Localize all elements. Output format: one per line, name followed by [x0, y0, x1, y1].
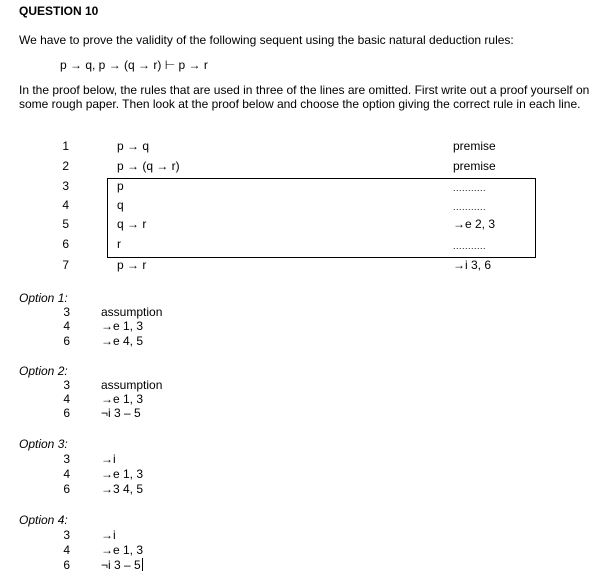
- line-formula: r: [117, 237, 121, 251]
- option-row-num: 6: [63, 558, 70, 572]
- option-row-rule: ¬i 3 – 5: [101, 406, 141, 420]
- line-number: 3: [62, 179, 69, 193]
- line-formula: p → r: [117, 258, 147, 272]
- option-row-rule: →e 1, 3: [101, 467, 144, 481]
- line-rule: premise: [453, 159, 496, 173]
- line-formula: q: [117, 198, 124, 212]
- line-number: 4: [62, 198, 69, 212]
- line-number: 7: [62, 258, 69, 272]
- line-formula: p → (q → r): [117, 159, 180, 173]
- line-formula: p → q: [117, 139, 150, 153]
- option-row-rule: →3 4, 5: [101, 482, 144, 496]
- option-row-num: 6: [63, 406, 70, 420]
- option-row-num: 3: [63, 378, 70, 392]
- option-row-rule-text: ¬i 3 – 5: [101, 558, 141, 572]
- option-row-rule: assumption: [101, 305, 163, 319]
- line-rule: →i 3, 6: [453, 258, 492, 272]
- option-row-rule: →e 1, 3: [101, 319, 144, 333]
- line-rule-placeholder: ...........: [453, 183, 487, 193]
- option-row-num: 4: [63, 392, 70, 406]
- option-row-rule: →e 1, 3: [101, 543, 144, 557]
- question-intro: We have to prove the validity of the following sequent using the basic natural deduction rules:: [19, 33, 514, 47]
- text-cursor: [142, 558, 143, 571]
- option-row-num: 6: [63, 334, 70, 348]
- option-row-num: 4: [63, 543, 70, 557]
- line-number: 2: [62, 159, 69, 173]
- line-rule: premise: [453, 139, 496, 153]
- line-rule-placeholder: ...........: [453, 202, 487, 212]
- line-rule-placeholder: ...........: [453, 241, 487, 251]
- option-row-rule-editing[interactable]: [101, 558, 143, 572]
- line-number: 1: [62, 139, 69, 153]
- option-label: Option 3:: [19, 437, 68, 451]
- option-row-rule: →i: [101, 528, 116, 542]
- option-row-num: 3: [63, 305, 70, 319]
- option-row-rule: →e 4, 5: [101, 334, 144, 348]
- line-number: 6: [62, 237, 69, 251]
- question-title: QUESTION 10: [19, 4, 99, 18]
- line-number: 5: [62, 217, 69, 231]
- option-label: Option 2:: [19, 364, 68, 378]
- option-label: Option 1:: [19, 291, 68, 305]
- line-formula: q → r: [117, 217, 147, 231]
- sequent: p → q, p → (q → r) ⊢ p → r: [60, 58, 208, 72]
- instructions: In the proof below, the rules that are used in three of the lines are omitted. First write out a proof yourself on some rough paper. Then look at the proof below and choose the option giving the correct rule in each line.: [19, 83, 590, 111]
- line-formula: p: [117, 179, 124, 193]
- option-row-rule: →i: [101, 452, 116, 466]
- option-row-num: 3: [63, 528, 70, 542]
- option-row-num: 4: [63, 467, 70, 481]
- option-row-num: 3: [63, 452, 70, 466]
- option-row-num: 6: [63, 482, 70, 496]
- option-row-rule: →e 1, 3: [101, 392, 144, 406]
- line-rule: →e 2, 3: [453, 217, 496, 231]
- option-row-rule: assumption: [101, 378, 163, 392]
- option-row-num: 4: [63, 319, 70, 333]
- option-label: Option 4:: [19, 513, 68, 527]
